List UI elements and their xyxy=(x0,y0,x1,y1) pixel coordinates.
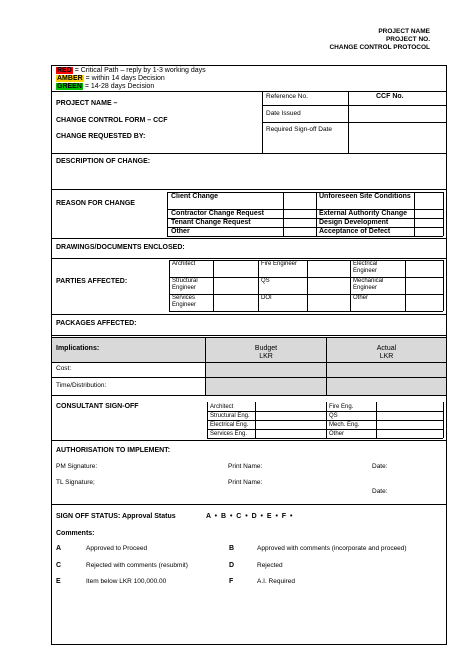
ccf-no-label: CCF No. xyxy=(376,93,404,100)
party-doi: DOI xyxy=(261,295,272,301)
code-f-text: A.I. Required xyxy=(257,578,295,585)
tl-signature-label: TL Signature; xyxy=(56,479,95,486)
code-b-text: Approved with comments (incorporate and proceed) xyxy=(257,545,407,552)
packages-label: PACKAGES AFFECTED: xyxy=(56,320,137,327)
reason-label: REASON FOR CHANGE xyxy=(56,200,135,207)
party-other: Other xyxy=(353,295,369,301)
signoff-status-label: SIGN OFF STATUS: Approval Status xyxy=(56,513,176,520)
reason-external-authority: External Authority Change xyxy=(319,210,408,217)
drawings-label: DRAWINGS/DOCUMENTS ENCLOSED: xyxy=(56,244,185,251)
cost-label: Cost: xyxy=(56,365,72,372)
legend-red-text: = Critical Path – reply by 1-3 working days xyxy=(72,67,206,74)
party-mechanical-engineer: Mechanical Engineer xyxy=(353,278,384,291)
code-d-text: Rejected xyxy=(257,562,283,569)
consultant-electrical: Electrical Eng. xyxy=(210,422,249,428)
code-e: E xyxy=(56,578,61,585)
budget-currency: LKR xyxy=(259,353,273,360)
budget-label: Budget xyxy=(254,345,278,352)
consultant-qs: QS xyxy=(329,413,338,419)
date-label-1: Date: xyxy=(372,463,388,470)
code-b: B xyxy=(229,545,235,552)
comments-label: Comments: xyxy=(56,530,95,537)
party-structural-engineer: Structural Engineer xyxy=(172,278,198,291)
party-fire-engineer: Fire Engineer xyxy=(261,261,298,267)
implications-label: Implications: xyxy=(56,345,100,352)
header-protocol: CHANGE CONTROL PROTOCOL xyxy=(329,44,430,51)
consultant-fire: Fire Eng. xyxy=(329,404,354,410)
required-signoff-label: Required Sign-off Date xyxy=(266,126,333,133)
project-name-label: PROJECT NAME – xyxy=(56,100,118,107)
consultant-services: Services Eng. xyxy=(210,431,248,437)
time-label: Time/Distribution: xyxy=(56,382,107,389)
reason-design-development: Design Development xyxy=(319,219,389,226)
header-project-name: PROJECT NAME xyxy=(378,28,430,35)
reason-other: Other xyxy=(171,228,190,235)
reason-acceptance-defect: Acceptance of Defect xyxy=(319,228,391,235)
party-services-engineer: Services Engineer xyxy=(172,295,197,308)
consultant-mech: Mech. Eng. xyxy=(329,422,360,428)
description-label: DESCRIPTION OF CHANGE: xyxy=(56,158,151,165)
party-qs: QS xyxy=(261,278,270,284)
date-issued-label: Date Issued xyxy=(266,110,301,117)
consultant-architect: Architect xyxy=(210,404,234,410)
header-project-no: PROJECT NO. xyxy=(385,36,430,43)
code-e-text: Item below LKR 100,000.00 xyxy=(86,578,167,585)
print-name-label-2: Print Name: xyxy=(228,479,263,486)
consultant-other: Other xyxy=(329,431,345,437)
green-swatch: GREEN xyxy=(57,83,82,90)
actual-label: Actual xyxy=(376,345,397,352)
parties-label: PARTIES AFFECTED: xyxy=(56,278,128,285)
actual-currency: LKR xyxy=(379,353,394,360)
code-c-text: Rejected with comments (resubmit) xyxy=(86,562,188,569)
party-electrical-engineer: Electrical Engineer xyxy=(353,261,378,274)
red-swatch: RED xyxy=(57,67,72,74)
form-title: CHANGE CONTROL FORM – CCF xyxy=(56,117,168,124)
party-architect: Architect xyxy=(172,261,196,267)
reason-contractor-change: Contractor Change Request xyxy=(171,210,264,217)
legend-green xyxy=(56,83,154,91)
amber-swatch: AMBER xyxy=(57,75,83,82)
approval-options: A • B • C • D • E • F • xyxy=(206,513,293,520)
code-a-text: Approved to Proceed xyxy=(86,545,148,552)
legend-green-text: = 14-28 days Decision xyxy=(82,83,155,90)
consultant-label: CONSULTANT SIGN-OFF xyxy=(56,403,139,410)
reason-unforeseen: Unforeseen Site Conditions xyxy=(319,193,411,200)
code-f: F xyxy=(229,578,234,585)
code-a: A xyxy=(56,545,62,552)
reference-no-label: Reference No. xyxy=(266,93,308,100)
reason-tenant-change: Tenant Change Request xyxy=(171,219,251,226)
reason-client-change: Client Change xyxy=(171,193,219,200)
authorisation-label: AUTHORISATION TO IMPLEMENT: xyxy=(56,447,171,454)
legend-red xyxy=(56,67,206,75)
legend-amber-text: = within 14 days Decision xyxy=(83,75,165,82)
requested-by-label: CHANGE REQUESTED BY: xyxy=(56,133,146,140)
consultant-structural: Structural Eng. xyxy=(210,413,250,419)
code-c: C xyxy=(56,562,62,569)
pm-signature-label: PM Signature: xyxy=(56,463,98,470)
legend-amber xyxy=(56,75,165,83)
print-name-label-1: Print Name: xyxy=(228,463,263,470)
code-d: D xyxy=(229,562,235,569)
date-label-2: Date: xyxy=(372,488,388,495)
